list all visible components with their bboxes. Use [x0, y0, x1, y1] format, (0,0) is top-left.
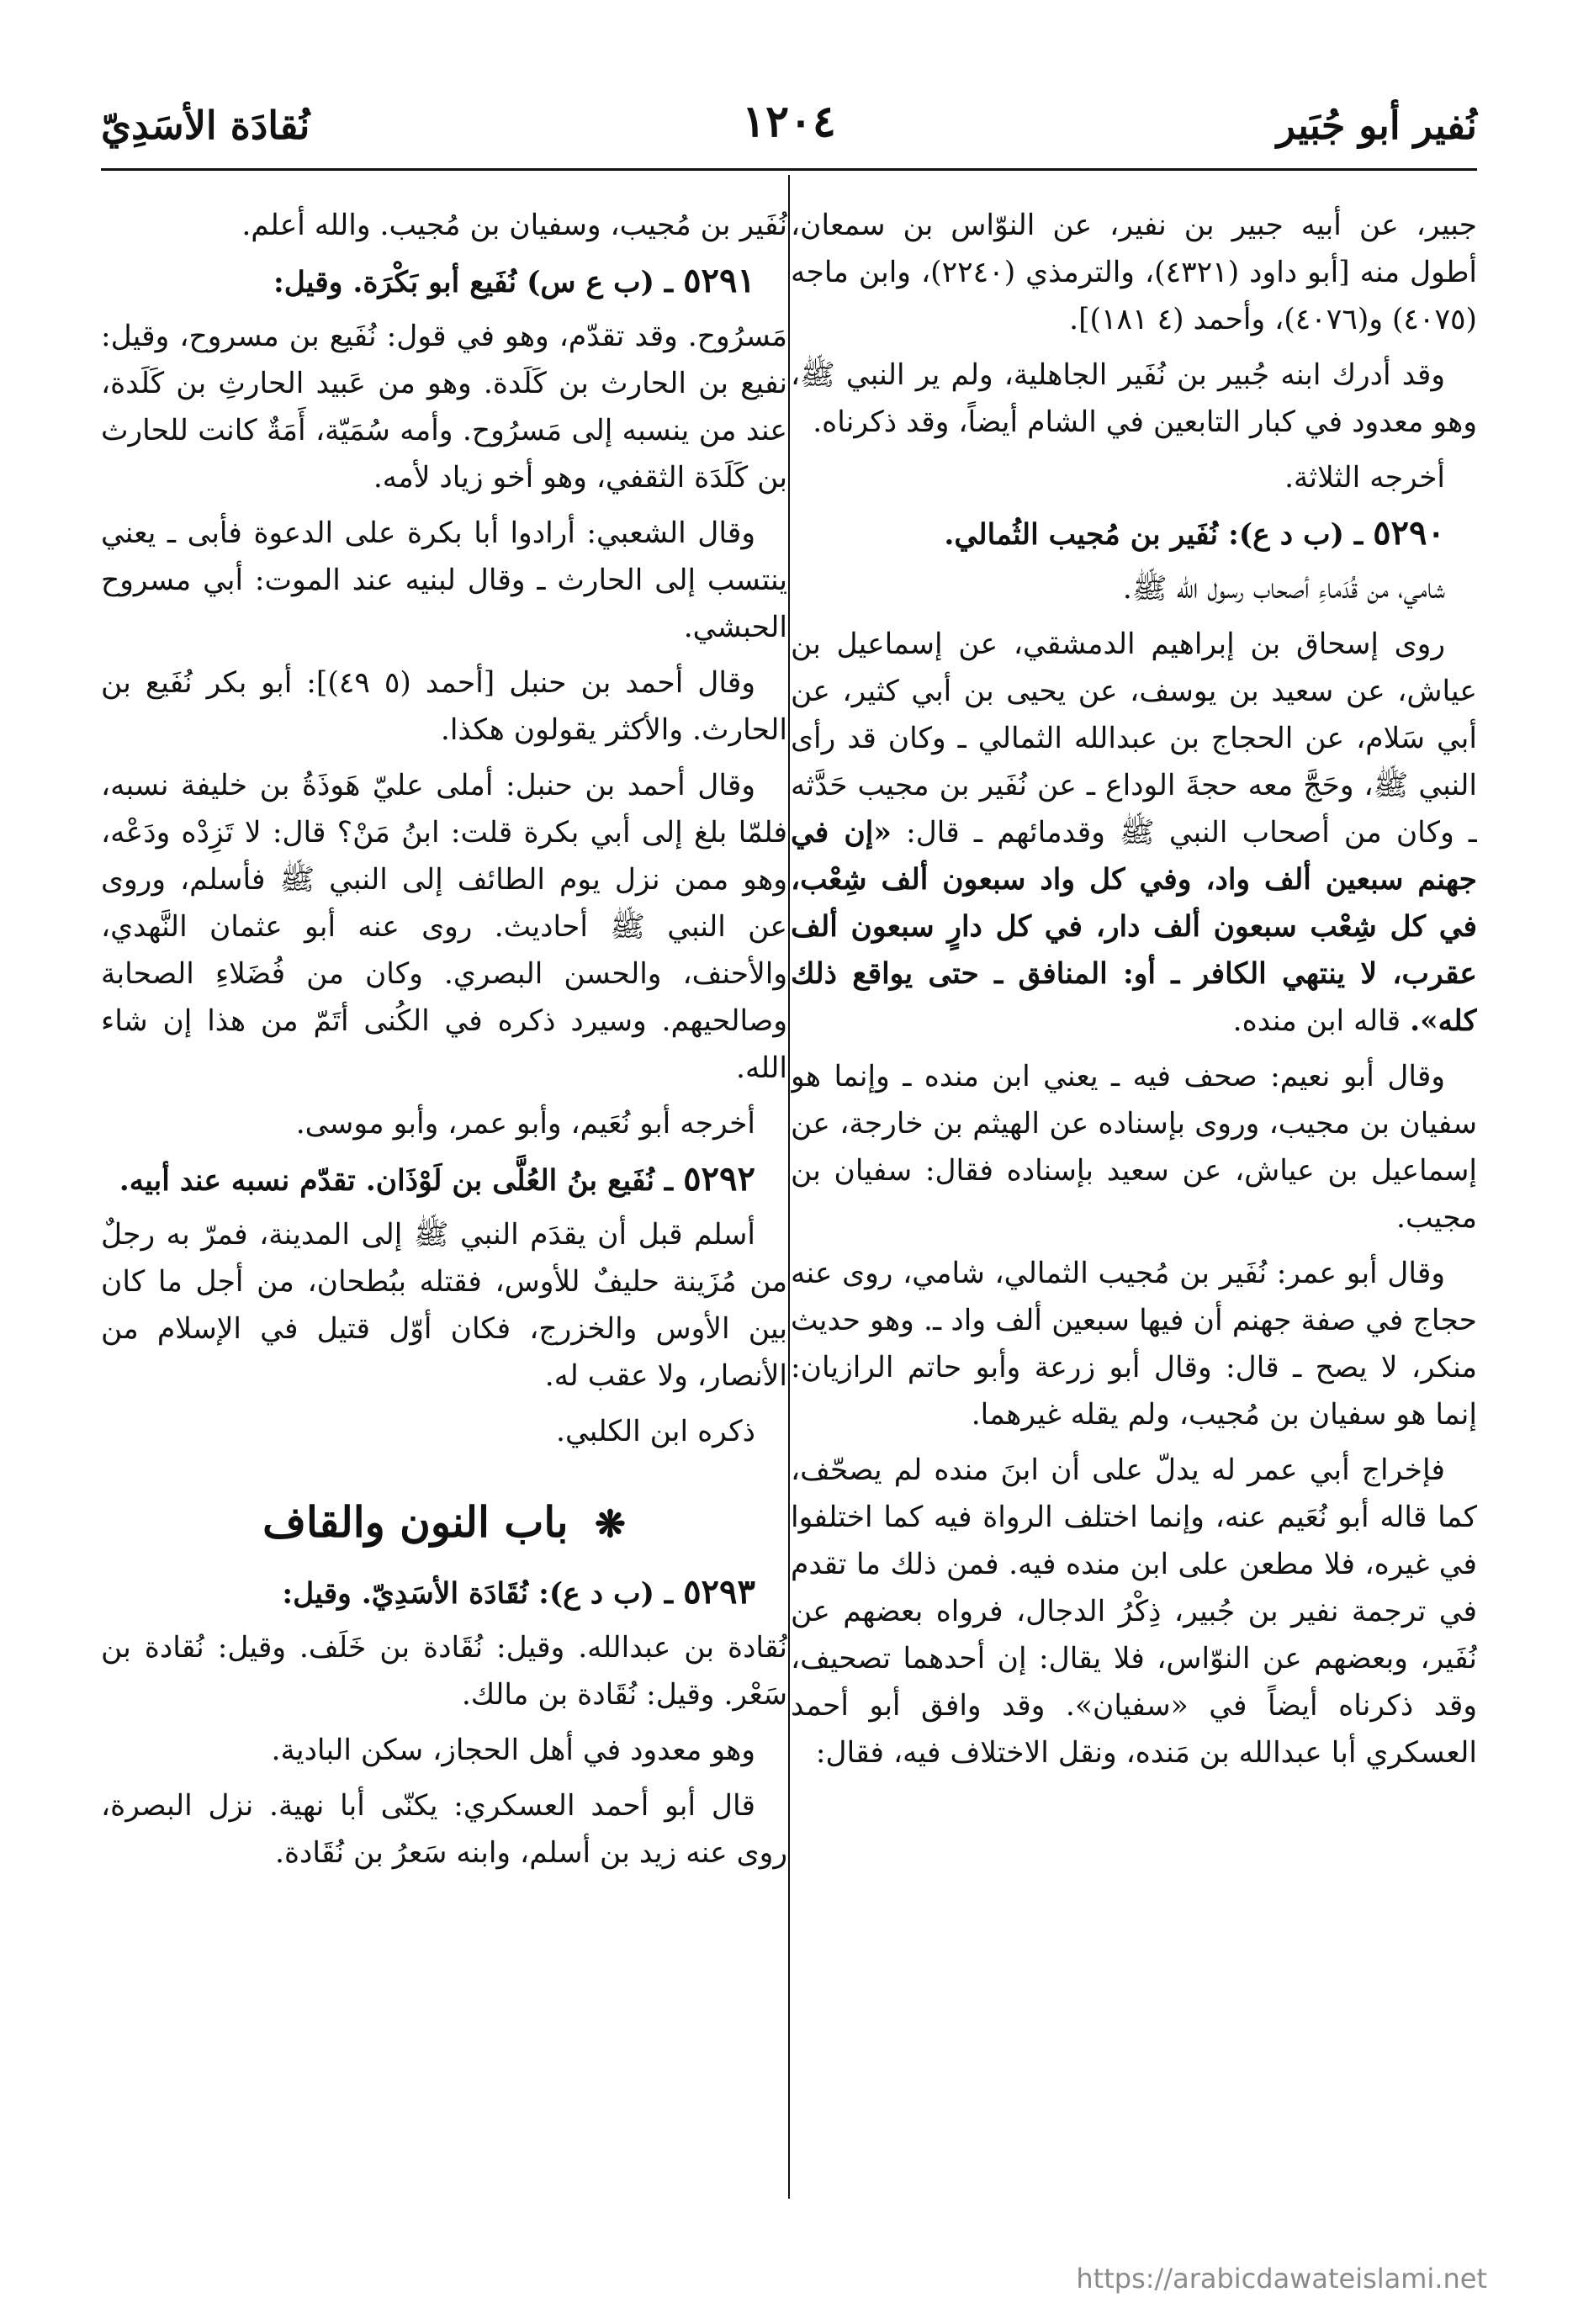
watermark-url: https://arabicdawateislami.net [1076, 2263, 1487, 2295]
header-right-title: نُفير أبو جُبَير [1276, 103, 1477, 148]
entry-number: ٥٢٩١ [683, 261, 755, 300]
entry-heading-5292 [101, 1156, 787, 1204]
paragraph: وقد أدرك ابنه جُبير بن نُفَير الجاهلية، ولم ير النبي ﷺ، وهو معدود في كبار التابعين في الشام أيضاً، وقد ذكرناه. [791, 358, 1477, 439]
paragraph: ذكره ابن الكلبي. [556, 1415, 755, 1448]
paragraph: وقال أبو عمر: نُفَير بن مُجيب الثمالي، شامي، روى عنه حجاج في صفة جهنم أن فيها سبعين ألف واد ـ. وهو حديث منكر، لا يصح ـ قال: وقال أبو زرعة وأبو حاتم الرازيان: إنما هو سفيان بن مُجيب، ولم يقله غيرهما. [791, 1257, 1477, 1432]
paragraph: وقال أبو نعيم: صحف فيه ـ يعني ابن منده ـ وإنما هو سفيان بن مجيب، وروى بإسناده عن الهيثم بن خارجة، عن إسماعيل بن عياش، عن سعيد بإسناده فقال: سفيان بن مجيب. [791, 1060, 1477, 1235]
paragraph: نُقادة بن عبدالله. وقيل: نُقَادة بن خَلَف. وقيل: نُقادة بن سَعْر. وقيل: نُقَادة بن مالك. [101, 1631, 787, 1712]
entry-number: ٥٢٩٣ [683, 1572, 755, 1612]
entry-title: ـ (ب د ع): نُقَادَة الأسَدِيّ. وقيل: [282, 1577, 674, 1611]
paragraph: مَسرُوح. وقد تقدّم، وهو في قول: نُفَيع بن مسروح، وقيل: نفيع بن الحارث بن كَلَدة. وهو من عَبيد الحارثِ بن كَلَدة، عند من ينسبه إلى مَسرُوح. وأمه سُمَيّة، أَمَةٌ كانت للحارث بن كَلَدَة الثقفي، وهو أخو زياد لأمه. [101, 320, 787, 495]
paragraph: أسلم قبل أن يقدَم النبي ﷺ إلى المدينة، فمرّ به رجلٌ من مُزَينة حليفٌ للأوس، فقتله ببُطحان، من أجل ما كان بين الأوس والخزرج، فكان أوّل قتيل في الإسلام من الأنصار، ولا عقب له. [101, 1218, 787, 1393]
entry-title: ـ (ب د ع): نُفَير بن مُجيب الثُمالي. [944, 518, 1364, 552]
paragraph [791, 621, 1477, 1045]
paragraph: وقال الشعبي: أرادوا أبا بكرة على الدعوة فأبى ـ يعني ينتسب إلى الحارث ـ وقال لبنيه عند الموت: أبي مسروح الحبشي. [101, 516, 787, 644]
paragraph: وقال أحمد بن حنبل: أملى عليّ هَوذَةُ بن خليفة نسبه، فلمّا بلغ إلى أبي بكرة قلت: ابنُ مَنْ؟ قال: لا تَزِدْه ودَعْه، وهو ممن نزل يوم الطائف إلى النبي ﷺ فأسلم، وروى عن النبي ﷺ أحاديث. روى عنه أبو عثمان النَّهدي، والأحنف، والحسن البصري. وكان من فُضَلاءِ الصحابة وصالحيهم. وسيرد ذكره في الكُنى أتَمّ من هذا إن شاء الله. [101, 769, 787, 1085]
page-number: ١٢٠٤ [742, 96, 836, 147]
entry-title: ـ نُفَيع بنُ العُلَّى بن لَوْذَان. تقدّم نسبه عند أبيه. [119, 1164, 674, 1198]
paragraph: نُفَير بن مُجيب، وسفيان بن مُجيب. والله أعلم. [241, 209, 787, 242]
header-left-title: نُقادَة الأسَدِيّ [101, 103, 310, 148]
entry-heading-5290 [791, 510, 1477, 559]
entry-number: ٥٢٩٢ [683, 1159, 755, 1199]
star-ornament-icon: ❋ [594, 1503, 626, 1546]
text-run: روى إسحاق بن إبراهيم الدمشقي، عن إسماعيل بن عياش، عن سعيد بن يوسف، عن يحيى بن أبي كثير، عن أبي سَلام، عن الحجاج بن عبدالله الثمالي ـ وكان قد رأى النبي ﷺ، وحَجَّ معه حجةَ الوداع ـ عن نُفَير بن مجيب حَدَّثه ـ وكان من أصحاب النبي ﷺ وقدمائهم ـ قال: [791, 627, 1477, 850]
paragraph: شامي، من قُدَماءِ أصحاب رسول الله ﷺ. [1122, 572, 1445, 606]
paragraph: جبير، عن أبيه جبير بن نفير، عن النوّاس بن سمعان، أطول منه [أبو داود (٤٣٢١)، والترمذي (٢٢٤٠)، وابن ماجه (٤٠٧٥) و(٤٠٧٦)، وأحمد (٤ ١٨١)]. [791, 209, 1477, 336]
page-header [101, 87, 1477, 171]
paragraph: قال أبو أحمد العسكري: يكنّى أبا نهية. نزل البصرة، روى عنه زيد بن أسلم، وابنه سَعرُ بن نُقَادة. [101, 1789, 787, 1870]
left-column [101, 202, 787, 2187]
entry-title: ـ (ب ع س) نُفَيع أبو بَكْرَة. وقيل: [273, 266, 674, 299]
entry-number: ٥٢٩٠ [1373, 513, 1445, 553]
chapter-title: باب النون والقاف [262, 1497, 569, 1547]
entry-heading-5291 [101, 257, 787, 306]
hadith-quote: «إن في جهنم سبعين ألف واد، وفي كل واد سبعون ألف شِعْب، في كل شِعْب سبعون ألف دار، في كل دارٍ سبعون ألف عقرب، لا ينتهي الكافر ـ أو: المنافق ـ حتى يواقع ذلك كله». [791, 816, 1477, 1038]
paragraph: أخرجه الثلاثة. [1284, 461, 1445, 495]
column-divider [788, 175, 790, 2199]
entry-heading-5293 [101, 1569, 787, 1617]
paragraph: فإخراج أبي عمر له يدلّ على أن ابنَ منده لم يصحّف، كما قاله أبو نُعَيم عنه، وإنما اختلف الرواة فيه كما اختلفوا في غيره، فلا مطعن على ابن منده فيه. فمن ذلك ما تقدم في ترجمة نفير بن جُبير، ذِكْرُ الدجال، فرواه بعضهم عن نُفَير، وبعضهم عن النوّاس، فلا يقال: إن أحدهما تصحيف، وقد ذكرناه أيضاً في «سفيان». وقد وافق أبو أحمد العسكري أبا عبدالله بن مَنده، ونقل الاختلاف فيه، فقال: [791, 1453, 1477, 1770]
paragraph: وقال أحمد بن حنبل [أحمد (٥ ٤٩)]: أبو بكر نُفَيع بن الحارث. والأكثر يقولون هكذا. [101, 666, 787, 747]
right-column [791, 202, 1477, 2187]
chapter-heading [101, 1496, 787, 1552]
text-run: قاله ابن منده. [1232, 1004, 1401, 1038]
paragraph: وهو معدود في أهل الحجاز، سكن البادية. [271, 1734, 755, 1767]
paragraph: أخرجه أبو نُعَيم، وأبو عمر، وأبو موسى. [295, 1107, 755, 1141]
